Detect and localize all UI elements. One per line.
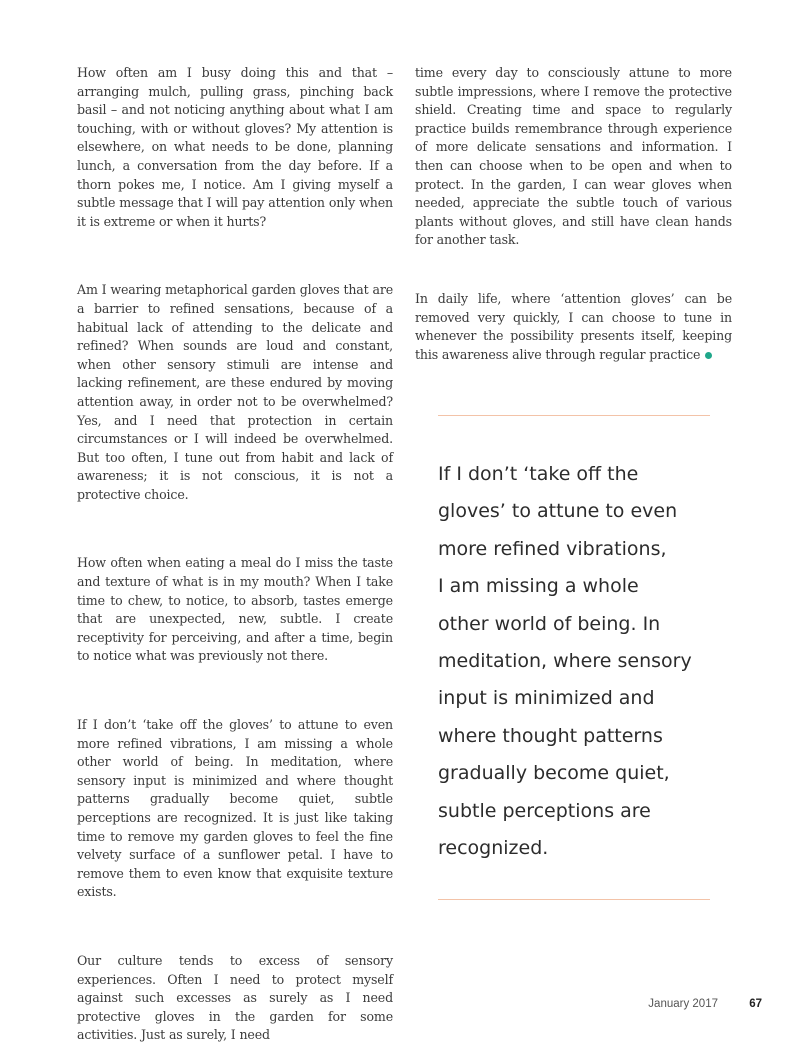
pull-quote-line: gloves’ to attune to even (438, 500, 678, 523)
pull-quote-line: where thought patterns (438, 724, 663, 747)
pull-quote-line: input is minimized and (438, 687, 655, 710)
pull-quote-line: meditation, where sensory (438, 650, 692, 673)
end-mark-dot-icon (705, 352, 712, 359)
page-number: 67 (749, 998, 762, 1010)
pull-quote-bottom-rule (438, 899, 710, 900)
page-footer (648, 998, 762, 1010)
body-paragraph: Am I wearing metaphorical garden gloves that are a barrier to refined sensations, because of a habitual lack of attending to the delicate and refined? When sounds are loud and constant, when other sensory stimuli are intense and lacking refinement, are these endured by moving attention away, in order not to be overwhelmed? Yes, and I need that protection in certain circumstances or I will indeed be overwhelmed. But too often, I tune out from habit and lack of awareness; it is not conscious, it is not a protective choice. (77, 282, 393, 502)
body-paragraph: If I don’t ‘take off the gloves’ to attune to even more refined vibrations, I am missing a whole other world of being. In meditation, where sensory input is minimized and where thought patterns gradually become quiet, subtle perceptions are recognized. It is just like taking time to remove my garden gloves to feel the fine velvety surface of a sunflower petal. I have to remove them to even know that exquisite texture exists. (77, 717, 393, 900)
closing-paragraph-text: In daily life, where ‘attention gloves’ can be removed very quickly, I can choose to tune in whenever the possibility presents itself, keeping this awareness alive through regular practice (415, 290, 732, 362)
pull-quote (438, 456, 738, 867)
body-paragraph: How often am I busy doing this and that – arranging mulch, pulling grass, pinching back basil – and not noticing anything about what I am touching, with or without gloves? My attention is elsewhere, on what needs to be done, planning lunch, a conversation from the day before. If a thorn pokes me, I notice. Am I giving myself a subtle message that I will pay attention only when it is extreme or when it hurts? (77, 65, 393, 229)
pull-quote-line: more refined vibrations, (438, 537, 667, 560)
closing-paragraph (415, 290, 732, 364)
body-paragraph: How often when eating a meal do I miss the taste and texture of what is in my mouth? When I take time to chew, to notice, to absorb, tastes emerge that are unexpected, new, subtle. I create receptivity for perceiving, and after a time, begin to notice what was previously not there. (77, 555, 393, 664)
body-paragraph: time every day to consciously attune to more subtle impressions, where I remove the protective shield. Creating time and space to regularly practice builds remembrance through experience of more delicate sensations and information. I then can choose when to be open and when to protect. In the garden, I can wear gloves when needed, appreciate the subtle touch of various plants without gloves, and still have clean hands for another task. (415, 65, 732, 248)
left-column (77, 64, 393, 1045)
pull-quote-top-rule (438, 415, 710, 416)
body-paragraph: Our culture tends to excess of sensory experiences. Often I need to protect myself against such excesses as surely as I need protective gloves in the garden for some activities. Just as surely, I need (77, 952, 393, 1043)
right-column (415, 64, 732, 364)
issue-date: January 2017 (648, 998, 718, 1010)
pull-quote-line: other world of being. In (438, 612, 661, 635)
pull-quote-line: subtle perceptions are (438, 799, 651, 822)
pull-quote-line: If I don’t ‘take off the (438, 463, 639, 485)
pull-quote-line: gradually become quiet, (438, 762, 670, 785)
pull-quote-line: I am missing a whole (438, 575, 639, 598)
pull-quote-line: recognized. (438, 837, 549, 860)
